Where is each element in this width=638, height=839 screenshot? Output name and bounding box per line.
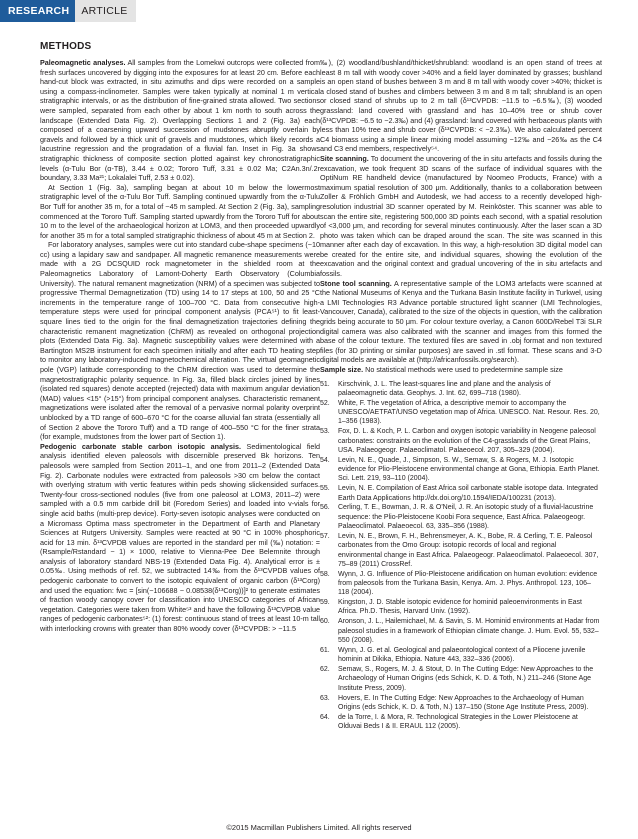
paragraph-paleomagnetic (40, 58, 320, 183)
reference-text: Aronson, J. L., Hailemichael, M. & Savin, S. M. Hominid environments at Hadar from paleosol studies in a framework of Ethiopian climate change. J. Hum. Evol. 55, 532–550 (2008). (338, 618, 600, 644)
reference-item (320, 484, 602, 503)
paragraph-stone-tool-scanning (320, 279, 602, 365)
paragraph-sample-size (320, 365, 602, 375)
reference-number: 63. (320, 694, 330, 702)
reference-text: Kirschvink, J. L. The least-squares line and plane and the analysis of palaeomagnetic data. Geophys. J. Int. 62, 699–718 (1980). (338, 380, 551, 397)
research-label: RESEARCH (0, 0, 75, 22)
reference-text: Levin, N. E. Compilation of East Africa soil carbonate stable isotope data. Integrated Earth Data Applications http://dx.doi.org/10.1594/IEDA/100231 (2013). (338, 485, 598, 502)
reference-number: 60. (320, 618, 330, 626)
reference-text: Wynn, J. G. Influence of Plio-Pleistocene aridification on human evolution: evidence from paleosols from the Turkana Basin, Kenya. Am. J. Phys. Anthropol. 123, 106–118 (2004). (338, 570, 598, 597)
reference-number: 58. (320, 570, 330, 578)
paragraph-lead: Sample size. (320, 365, 364, 374)
paragraph-lead: Paleomagnetic analyses. (40, 58, 126, 67)
reference-number: 59. (320, 599, 330, 607)
reference-item (320, 713, 602, 732)
paragraph-site-scanning (320, 154, 602, 279)
reference-item (320, 617, 602, 645)
reference-text: Semaw, S., Rogers, M. J. & Stout, D. In The Cutting Edge: New Approaches to the Archaeology of Human Origins (eds Schick, K. D. & Toth, N.) 211–246 (Stone Age Institute Press, 2009). (338, 666, 594, 692)
reference-text: Cerling, T. E., Bowman, J. R. & O'Neil, J. R. An isotopic study of a fluvial-lacustrine sequence: the Plio-Pleistocene Koobi Fora sequence, East Africa. Palaeogeogr. Palaeoclimatol. Palaeoecol. 63, 335–356 (1988). (338, 504, 594, 531)
reference-number: 64. (320, 713, 330, 721)
reference-text: White, F. The vegetation of Africa, a descriptive memoir to accompany the UNESCO/AETFAT/UNSO vegetation map of Africa. UNESCO. Nat. Resour. Res. 20, 1–356 (1983). (338, 399, 600, 426)
paragraph-lead: Site scanning. (320, 153, 369, 163)
reference-item (320, 665, 602, 693)
reference-text: Fox, D. L. & Koch, P. L. Carbon and oxygen isotopic variability in Neogene paleosol carbonates: constraints on the evolution of the C4-grasslands of the Great Plains, USA. Palaeogeogr. Palaeoclimatol. Palaeoecol. 207, 305–329 (2004). (338, 428, 596, 454)
paragraph-lead: Pedogenic carbonate stable carbon isotopic analysis. (40, 441, 242, 451)
reference-list (320, 380, 602, 732)
reference-number: 52. (320, 399, 330, 407)
article-header (0, 0, 136, 22)
reference-item (320, 646, 602, 665)
paragraph-text: All samples from the Lomekwi outcrops were collected from fresh surfaces uncovered by digging into the exposures for at least 20 cm. Before each hand-cut block was extracted, in situ azimuths and dips were recorded on a sample using a compass-inclinometer. Samples were taken typically at nominal 1 m vertical stratigraphic intervals, or as the distribution of fine-grained strata allowed. Two sections were sampled, separated from each other by about 1 km north to south across the landscape (Extended Data Fig. 2). Overlapping Sections 1 and 2 (Fig. 3a) each composed of a coarsening upward succession of mudstones abruptly overlain by gravels and followed by a thick unit of gravels and mudstones, which likely records a lacustrine regression and the progradation of a fluvial fan. Inset in Fig. 3a shows stratigraphic thickness of composite section plotted against key chronostratigraphic levels (α-Tulu Bor (α-TB), 3.44 ± 0.02; Tororo Tuff, 3.31 ± 0.02 Ma; C2An.3n/.2r boundary, 3.33 Ma²¹; Lokalalei Tuff, 2.53 ± 0.02). (40, 58, 320, 183)
reference-number: 62. (320, 666, 330, 674)
reference-item (320, 427, 602, 455)
paragraph-carbon-isotopes (40, 442, 320, 634)
reference-item (320, 456, 602, 484)
paragraph-text: At Section 1 (Fig. 3a), sampling began at about 10 m below the lowermost stratigraphic level of the α-Tulu Bor Tuff. Sampling continued upwardly from the α-Tulu Bor Tuff for another 35 m, for a total of ~45 m sampled. At Section 2 (Fig. 3a), sampling commenced at the Tororo Tuff. Sampling started upwardly from the Tororo Tuff for about 10 m to the level of the archaeological horizon at LOM3, and then proceeded upwardly for another 35 m for a total sampled stratigraphic thickness of about 45 m at Section 2. (40, 182, 320, 240)
paragraph-lead: Stone tool scanning. (320, 278, 392, 288)
reference-item (320, 694, 602, 713)
reference-text: Kingston, J. D. Stable isotopic evidence for hominid paleoenvironments in East Africa. Ph.D. Thesis, Harvard Univ. (1992). (338, 599, 582, 616)
reference-number: 51. (320, 380, 330, 388)
reference-text: Wynn, J. G. et al. Geological and palaeontological context of a Pliocene juvenile hominin at Dikika, Ethiopia. Nature 443, 332–336 (2006). (338, 646, 586, 664)
reference-number: 61. (320, 646, 330, 654)
section-title: METHODS (40, 41, 92, 52)
paragraph-text: No statistical methods were used to predetermine sample size (363, 365, 563, 374)
reference-number: 54. (320, 456, 330, 464)
reference-text: Hovers, E. In The Cutting Edge: New Approaches to the Archaeology of Human Origins (eds Schick, K. D. & Toth, N.) 137–150 (Stone Age Institute Press, 2009). (338, 694, 589, 711)
paragraph-section1 (40, 183, 320, 241)
paragraph-lab-analyses (40, 240, 320, 441)
reference-item (320, 598, 602, 617)
reference-item (320, 399, 602, 427)
reference-number: 55. (320, 485, 330, 493)
paragraph-text: For laboratory analyses, samples were cut into standard cube-shape specimens (~10 cc) using a lapidary saw and sandpaper. All magnetic remanence measurements were made with a 2G DCSQUID rock magnetometer in the shielded room at the Paleomagnetics Laboratory of Lamont-Doherty Earth Observatory (Columbia University). The natural remanent magnetization (NRM) of a specimen was subjected to progressive Thermal Demagnetization (TD) using 14 to 17 steps at 100, 50 and 25 °C increments in the temperature range of 100–700 °C. Data from consecutive high-temperature steps were used for principal component analysis (PCA⁵¹) to fit least-square lines tied to the origin for the final demagnetization trajectories defining the characteristic remanent magnetization (ChRM) as revealed on orthogonal projection plots (Extended Data Fig. 3a). Magnetic susceptibility values were determined with a Bartington MS2B instrument for each specimen initially and after each TD heating step to monitor any laboratory-induced magnetochemical alteration. The virtual geomagnetic pole (VGP) latitude corresponding to the ChRM direction was used to determine the magnetostratigraphic polarity sequence. In Fig. 3a, filled black circles joined by lines (isolated red squares) denote accepted (rejected) data with maximum angular deviation (MAD) values <15° (>15°) from principal component analyses. Characteristic remanent magnetizations were isolated after the removal of a pervasive normal polarity overprint unblocked by a TD range of 600–670 °C for the coarse alluvial fan strata (essentially all of Section 2 above the Tororo Tuff) and a TD range of 400–550 °C for the finer strata (for example, mudstones from the lower part of Section 1). (40, 240, 320, 442)
paragraph-text: To document the uncovering of the in situ artefacts and fossils during the excavation, we took frequent 3D scans of the surface of individual squares with the OptiNum RE handheld device (manufactured by Noomeo Products, France) with a maximum spatial resolution of 300 μm. Additionally, thanks to a collaboration between Zoller & Fröhlich GmbH and Autodesk, we had access to a recently developed high-resolution industrial 3D scanner operated by M. Reinköster. This scanner was able to scan the entire site, registering 500,000 3D points each second, with a spatial resolution of <3,000 μm, and recording for several minutes continuously. After the laser scan a 3D photo was taken which can be draped around the scan. The site was scanned in this manner after each day of excavation. In this way, a high-resolution 3D digital model can be created for the entire site, and individual squares, showing the evolution of the excavation and the original context and gradual uncovering of the in situ artefacts and fossils. (320, 153, 602, 279)
reference-number: 57. (320, 532, 330, 540)
left-column (40, 58, 320, 634)
reference-number: 56. (320, 504, 330, 512)
reference-number: 53. (320, 428, 330, 436)
paragraph-text: ‰), (2) woodland/bushland/thicket/shrubland: woodland is an open stand of trees at least 8 m tall with woody cover >40% and a field layer dominated by grasses; bushland is an open stand of bushes between 3 m and 8 m tall with woody cover >40%; thicket is a closed stand of bushes and climbers between 3 m and 8 m tall; shrubland is an open or closed stand of shrubs up to 2 m tall (δ¹³CVPDB: −11.5 to −6.5‰), (3) wooded grassland: land covered with grassland and has 10–40% tree or shrub cover (δ¹³CVPDB: −6.5 to −2.3‰) and (4) grassland: land covered with herbaceous plants with less than 10% tree and shrub cover (δ¹³CVPDB: < −2.3‰). We also calculated percent C4 biomass using a simple linear mixing model assuming −12‰ and −26‰ as the C4 and C3 end members, respectively⁵⁴. (320, 58, 602, 154)
article-label: ARTICLE (75, 0, 135, 22)
paragraph-text: A representative sample of the LOM3 artefacts were scanned at the National Museums of Kenya and the Turkana Basin Institute facility in Turkwel, using a LMI Technologies R3 Advance portable structured light scanner (LMI Technologies, Vancouver, Canada), calibrated to the size of the objects in question, with the calibration grids being accurate to 50 μm. For colour texture overlay, a Canon 600D/Rebel T3i SLR digital camera was also calibrated with the scanner and images from this formed the base of the colour texture. The textured files are saved in .obj format and non textured files (for 3D printing or similar purposes) are saved in .stl format. These scans and 3-D digital models are available at (http://africanfossils.org/search). (320, 278, 602, 365)
paragraph-text: Sedimentological field analysis identified eleven paleosols with discernible preserved Bk horizons. Ten paleosols were sampled from Section 2011–1, and one from 2011–2 (Extended Data Fig. 2). Carbonate nodules were extracted from paleosols >30 cm below the contact with overlying stratum with vertic features within peds showing slickensided surfaces. Twenty-four cross-sectioned nodules (five from one paleosol at LOM3, 2011–2) were sampled with a 0.5 mm carbide drill bit (Foredom Series) and loaded into v-vials for single acid baths (multi-prep device). Forty-seven isotopic analyses were conducted on a Micromass Optima mass spectrometer in the Department of Earth and Planetary Sciences at Rutgers University. Samples were reacted at 90 °C in 100% phosphoric acid for 13 min. δ¹³CVPDB values are reported in the standard per mil (‰) notation: = (Rsample/Rstandard − 1) × 1000, relative to Vienna-Pee Dee Belemnite through analysis of laboratory standard NBS-19 (Extended Data Fig. 4). Analytical error is ± 0.05‰. Using methods of ref. 52, we subtracted 14‰ from the δ¹³CVPDB values of pedogenic carbonate to convert to the isotopic equivalent of organic carbon (δ¹³Corg) and used the equation: fwc = [sin(−106688 − 0.08538(δ¹³Corg))]² to generate estimates of fraction woody canopy cover for classification into UNESCO categories of African vegetation. Categories were taken from White⁵³ and have the following δ¹³CVPDB value ranges of pedogenic carbonates⁵²: (1) forest: continuous stand of trees at least 10-m tall with interlocking crowns with greater than 80% woody cover (δ¹³CVPDB: > −11.5 (40, 441, 320, 634)
reference-text: Levin, N. E., Quade, J., Simpson, S. W., Semaw, S. & Rogers, M. J. Isotopic evidence for Plio-Pleistocene environmental change at Gona, Ethiopia. Earth Planet. Sci. Lett. 219, 93–110 (2004). (338, 456, 600, 483)
reference-item (320, 532, 602, 569)
reference-item (320, 503, 602, 531)
reference-item (320, 380, 602, 399)
reference-text: Levin, N. E., Brown, F. H., Behrensmeyer, A. K., Bobe, R. & Cerling, T. E. Paleosol carbonates from the Omo Group: isotopic records of local and regional environmental change in East Africa. Palaeogeogr. Palaeoclimatol. Palaeoecol. 307, 75–89 (2011) CrossRef. (338, 532, 599, 568)
copyright-footer: ©2015 Macmillan Publishers Limited. All rights reserved (226, 823, 412, 832)
reference-text: de la Torre, I. & Mora, R. Technological Strategies in the Lower Pleistocene at Olduvai Beds I & II. ERAUL 112 (2005). (338, 713, 578, 730)
reference-item (320, 570, 602, 598)
paragraph-vegetation-categories (320, 58, 602, 154)
right-column (320, 58, 602, 732)
